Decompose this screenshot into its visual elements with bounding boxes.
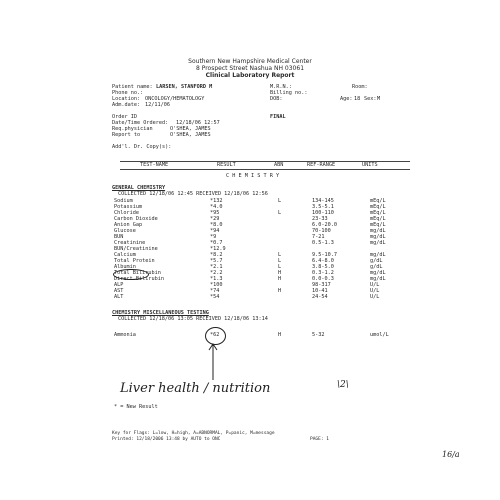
- age-label: Age:: [340, 96, 353, 102]
- abn-flag: L: [278, 252, 282, 258]
- ref-range: 100-110: [312, 210, 334, 216]
- ref-range: 24-54: [312, 294, 328, 300]
- ref-range: 0.5-1.3: [312, 240, 334, 246]
- ref-range: 0.3-1.2: [312, 270, 334, 276]
- units: mg/dL: [370, 240, 386, 246]
- units: mEq/L: [370, 210, 386, 216]
- units: mg/dL: [370, 228, 386, 234]
- room-label: Room:: [352, 84, 368, 90]
- general-collected-line: COLLECTED 12/18/06 12:45 RECEIVED 12/18/06 12:56: [118, 191, 268, 197]
- result-value: *1.3: [210, 276, 223, 282]
- location-label: Location:: [112, 96, 141, 102]
- ref-range: 0.0-0.3: [312, 276, 334, 282]
- dob-label: DOB:: [270, 96, 283, 102]
- req-physician-label: Req.physician: [112, 126, 153, 132]
- units: mEq/L: [370, 204, 386, 210]
- units: mEq/L: [370, 222, 386, 228]
- column-header-result: RESULT: [217, 162, 236, 168]
- age-value: 18: [354, 96, 361, 102]
- ordered-value: 12/18/06 12:57: [176, 120, 220, 126]
- result-value: *5.7: [210, 258, 223, 264]
- abn-flag: H: [278, 276, 282, 282]
- medical-center-name: Southern New Hampshire Medical Center: [188, 58, 312, 65]
- abn-flag: H: [278, 332, 282, 338]
- ref-range: 3.5-5.1: [312, 204, 334, 210]
- ref-range: 7-21: [312, 234, 325, 240]
- admission-date-label: Adm.date:: [112, 102, 141, 108]
- patient-name: LARSEN, STANFORD M: [156, 84, 213, 90]
- abn-flag: L: [278, 258, 282, 264]
- units: U/L: [370, 282, 380, 288]
- handwritten-note: Liver health / nutrition: [120, 381, 271, 396]
- result-value: *9: [210, 234, 217, 240]
- report-to-label: Report to: [112, 132, 141, 138]
- ref-range: 134-145: [312, 198, 334, 204]
- ref-range: 6.0-20.0: [312, 222, 337, 228]
- admission-date: 12/11/06: [145, 102, 170, 108]
- test-name: Sodium: [114, 198, 133, 204]
- result-value: *74: [210, 288, 220, 294]
- location-value: ONCOLOGY/HEMATOLOGY: [145, 96, 205, 102]
- units: mg/dL: [370, 252, 386, 258]
- sex-value: M: [377, 96, 381, 102]
- ref-range: 70-100: [312, 228, 331, 234]
- test-name: ALT: [114, 294, 124, 300]
- abn-flag: H: [278, 270, 282, 276]
- units: g/dL: [370, 264, 383, 270]
- report-to: O'SHEA, JAMES: [170, 132, 211, 138]
- ref-range: 6.4-8.0: [312, 258, 334, 264]
- result-value: *100: [210, 282, 223, 288]
- test-name: Direct Bilirubin: [114, 276, 164, 282]
- column-header-units: UNITS: [362, 162, 378, 168]
- ref-range: 98-317: [312, 282, 331, 288]
- abn-flag: L: [278, 198, 282, 204]
- test-name: Creatinine: [114, 240, 146, 246]
- patient-name-label: Patient name:: [112, 84, 153, 90]
- misc-testing-title: CHEMISTRY MISCELLANEOUS TESTING: [112, 310, 209, 316]
- general-chemistry-title: GENERAL CHEMISTRY: [112, 185, 166, 191]
- column-header-test: TEST-NAME: [140, 162, 169, 168]
- units: mg/dL: [370, 270, 386, 276]
- units: mEq/L: [370, 198, 386, 204]
- handwritten-page-mark: 16/a: [442, 450, 460, 459]
- test-name: BUN/Creatinine: [114, 246, 158, 252]
- test-name: Calcium: [114, 252, 136, 258]
- test-name: Carbon Dioxide: [114, 216, 158, 222]
- units: umol/L: [370, 332, 389, 338]
- column-header-bottom-rule: [120, 169, 410, 170]
- test-name: Glucose: [114, 228, 136, 234]
- result-value: *8.2: [210, 252, 223, 258]
- result-value: *12.9: [210, 246, 226, 252]
- report-status: FINAL: [270, 114, 286, 120]
- albumin-circle-mark: [113, 269, 149, 280]
- test-name: Albumin: [114, 264, 136, 270]
- test-name: AST: [114, 288, 124, 294]
- ref-range: 9.5-10.7: [312, 252, 337, 258]
- abn-flag: H: [278, 288, 282, 294]
- flags-key: Key for Flags: L=low, H=high, A=ABNORMAL, P=panic, M=message: [112, 431, 275, 436]
- result-value: *4.0: [210, 204, 223, 210]
- misc-collected-line: COLLECTED 12/18/06 13:05 RECEIVED 12/18/06 13:14: [118, 316, 268, 322]
- result-value: *2.1: [210, 264, 223, 270]
- ref-range: 5-32: [312, 332, 325, 338]
- abn-flag: L: [278, 264, 282, 270]
- report-title: Clinical Laboratory Report: [205, 72, 295, 79]
- printed-line: Printed: 12/18/2006 13:48 by AUTO to ONC: [112, 437, 221, 442]
- section-title: C H E M I S T R Y: [226, 173, 280, 179]
- result-value: *8.0: [210, 222, 223, 228]
- abn-flag: L: [278, 210, 282, 216]
- page-number: PAGE: 1: [310, 437, 329, 442]
- medical-center-address: 8 Prospect Street Nashua NH 03061: [195, 65, 305, 72]
- test-name: ALP: [114, 282, 124, 288]
- test-name: BUN: [114, 234, 124, 240]
- result-value: *29: [210, 216, 220, 222]
- test-name: Total Bilirubin: [114, 270, 161, 276]
- sex-label: Sex:: [364, 96, 377, 102]
- test-name: Potassium: [114, 204, 143, 210]
- column-header-abn: ABN: [274, 162, 284, 168]
- arrow-icon: [205, 342, 221, 382]
- result-value: *94: [210, 228, 220, 234]
- result-value: *95: [210, 210, 220, 216]
- units: U/L: [370, 288, 380, 294]
- ref-range: 10-41: [312, 288, 328, 294]
- units: g/dL: [370, 258, 383, 264]
- ref-range: 23-33: [312, 216, 328, 222]
- phone-label: Phone no.:: [112, 90, 144, 96]
- addl-copy-label: Add'l. Dr. Copy(s):: [112, 144, 172, 150]
- result-value: *62: [210, 332, 220, 338]
- column-header-range: REF-RANGE: [307, 162, 336, 168]
- handwritten-initials: \2\: [337, 380, 349, 390]
- billing-label: Billing no.:: [270, 90, 308, 96]
- units: mg/dL: [370, 234, 386, 240]
- test-name: Chloride: [114, 210, 139, 216]
- test-name: Anion Gap: [114, 222, 143, 228]
- order-id-label: Order ID: [112, 114, 137, 120]
- test-name: Ammonia: [114, 332, 136, 338]
- mrn-label: M.R.N.:: [270, 84, 292, 90]
- units: U/L: [370, 294, 380, 300]
- units: mEq/L: [370, 216, 386, 222]
- ref-range: 3.8-5.0: [312, 264, 334, 270]
- result-value: *54: [210, 294, 220, 300]
- result-value: *0.7: [210, 240, 223, 246]
- ordered-label: Date/Time Ordered:: [112, 120, 169, 126]
- result-value: *2.2: [210, 270, 223, 276]
- req-physician: O'SHEA, JAMES: [170, 126, 211, 132]
- new-result-legend: * = New Result: [114, 404, 158, 410]
- units: mg/dL: [370, 276, 386, 282]
- result-value: *132: [210, 198, 223, 204]
- test-name: Total Protein: [114, 258, 155, 264]
